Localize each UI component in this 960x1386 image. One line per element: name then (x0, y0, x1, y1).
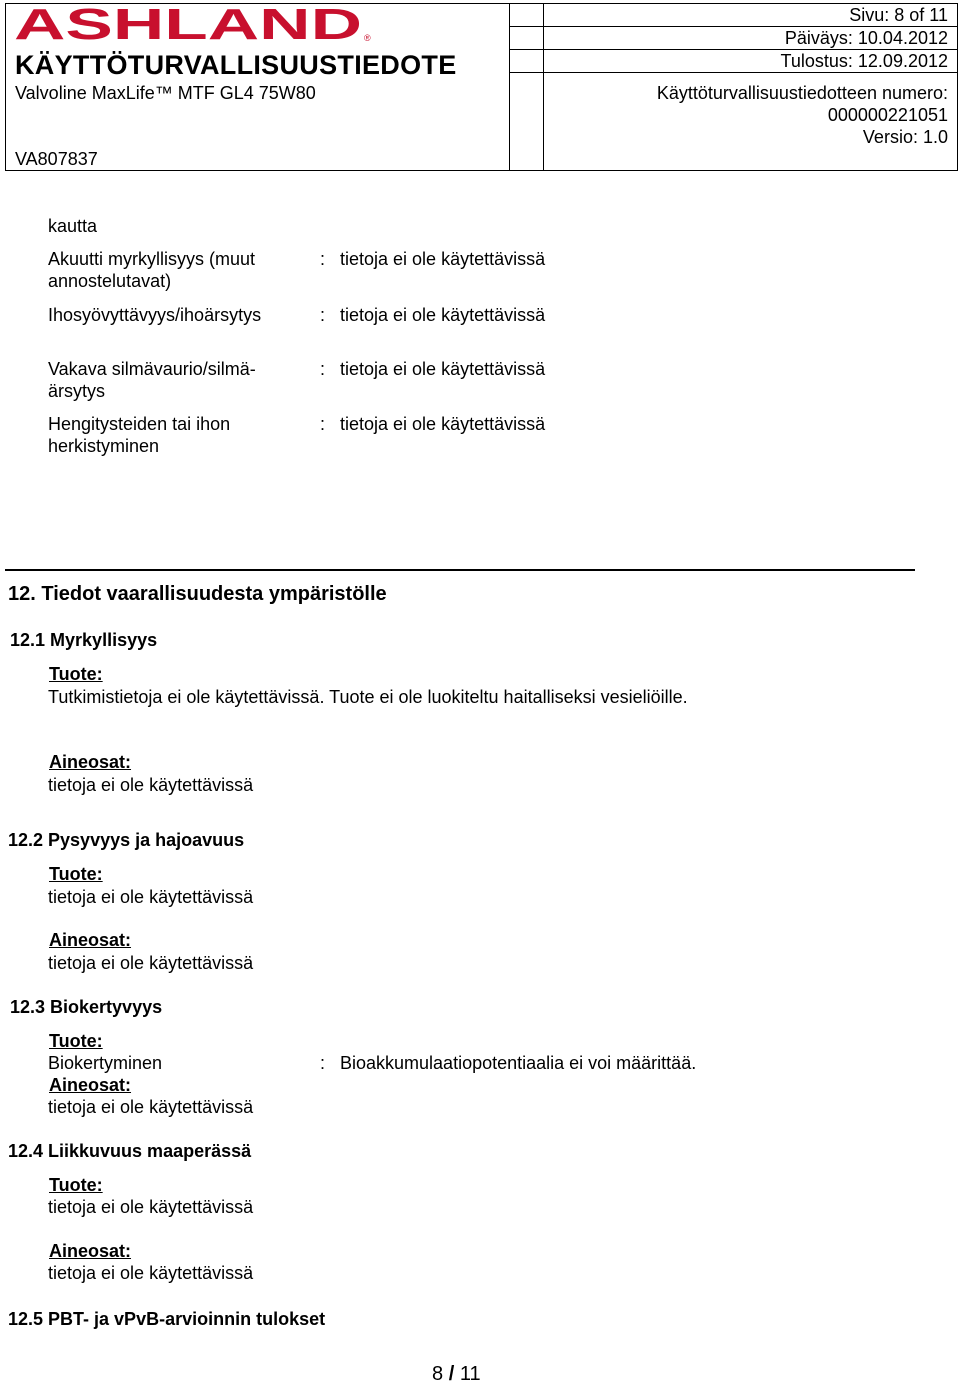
product-text: Tutkimistietoja ei ole käytettävissä. Tuote ei ole luokiteltu haitalliseksi vesieliöille. (48, 687, 688, 707)
footer-page-total: 11 (459, 1363, 481, 1385)
ingredients-text: tietoja ei ole käytettävissä (48, 1097, 254, 1117)
header-row-line (509, 72, 957, 73)
tox-label: herkistyminen (48, 436, 160, 456)
tox-label: Vakava silmävaurio/silmä- (48, 359, 256, 379)
date-info (785, 28, 948, 49)
product-label: Tuote: (49, 1175, 103, 1195)
version-info (863, 127, 948, 148)
page-value: 8 of 11 (894, 5, 948, 25)
tox-value: tietoja ei ole käytettävissä (340, 305, 546, 325)
footer-page-current: 8 (432, 1363, 444, 1385)
page-label: Sivu: (849, 5, 890, 25)
tox-label: annostelutavat) (48, 271, 172, 291)
sds-number-label: Käyttöturvallisuustiedotteen numero: (656, 83, 948, 103)
document-title: KÄYTTÖTURVALLISUUSTIEDOTE (15, 50, 457, 80)
tox-label: Ihosyövyttävyys/ihoärsytys (48, 305, 262, 325)
tox-separator: : (320, 305, 326, 325)
subsection-12-4-title: 12.4 Liikkuvuus maaperässä (8, 1141, 252, 1161)
version-label: Versio: (862, 127, 918, 147)
date-value: 10.04.2012 (857, 28, 948, 48)
tox-separator: : (320, 359, 326, 379)
page-footer (432, 1363, 481, 1386)
version-value: 1.0 (922, 127, 948, 147)
header-divider (543, 4, 544, 170)
ingredients-label: Aineosat: (49, 752, 132, 772)
tox-separator: : (320, 249, 326, 269)
product-label: Tuote: (49, 864, 103, 884)
tox-continuation: kautta (48, 216, 98, 236)
subsection-12-5-title: 12.5 PBT- ja vPvB-arvioinnin tulokset (8, 1309, 326, 1329)
bio-value: Bioakkumulaatiopotentiaalia ei voi määrittää. (340, 1053, 697, 1073)
svg-text:®: ® (364, 33, 371, 43)
bio-label: Biokertyminen (48, 1053, 163, 1073)
bio-separator: : (320, 1053, 326, 1073)
product-text: tietoja ei ole käytettävissä (48, 887, 254, 907)
ashland-logo (14, 4, 374, 44)
tox-value: tietoja ei ole käytettävissä (340, 249, 546, 269)
ingredients-text: tietoja ei ole käytettävissä (48, 953, 254, 973)
footer-page-separator: / (448, 1363, 455, 1385)
page-info (849, 5, 948, 26)
print-value: 12.09.2012 (857, 51, 948, 71)
tox-value: tietoja ei ole käytettävissä (340, 359, 546, 379)
ingredients-text: tietoja ei ole käytettävissä (48, 1263, 254, 1283)
ingredients-label: Aineosat: (49, 1075, 132, 1095)
product-name: Valvoline MaxLife™ MTF GL4 75W80 (15, 83, 316, 103)
ingredients-label: Aineosat: (49, 1241, 132, 1261)
product-text: tietoja ei ole käytettävissä (48, 1197, 254, 1217)
product-code: VA807837 (15, 149, 98, 169)
tox-label: Hengitysteiden tai ihon (48, 414, 231, 434)
header-row-line (509, 26, 957, 27)
tox-value: tietoja ei ole käytettävissä (340, 414, 546, 434)
subsection-12-1-title: 12.1 Myrkyllisyys (10, 630, 158, 650)
tox-label: Akuutti myrkyllisyys (muut (48, 249, 256, 269)
ingredients-label: Aineosat: (49, 930, 132, 950)
sds-number: 000000221051 (827, 105, 948, 125)
print-label: Tulostus: (780, 51, 853, 71)
section-rule (5, 569, 915, 571)
header-row-line (509, 49, 957, 50)
logo-wordmark: ASHLAND (14, 4, 362, 44)
product-label: Tuote: (49, 1031, 103, 1051)
subsection-12-3-title: 12.3 Biokertyvyys (10, 997, 163, 1017)
print-info (781, 51, 948, 72)
section-12-title: 12. Tiedot vaarallisuudesta ympäristölle (8, 583, 387, 605)
product-label: Tuote: (49, 664, 103, 684)
date-label: Päiväys: (784, 28, 853, 48)
ingredients-text: tietoja ei ole käytettävissä (48, 775, 254, 795)
subsection-12-2-title: 12.2 Pysyvyys ja hajoavuus (8, 830, 245, 850)
tox-separator: : (320, 414, 326, 434)
header-divider (509, 4, 510, 170)
tox-label: ärsytys (48, 381, 106, 401)
